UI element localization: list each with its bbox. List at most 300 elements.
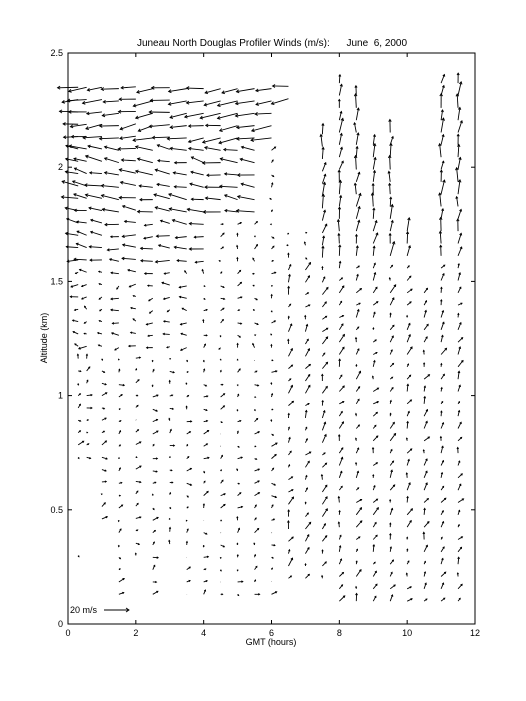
- wind-vector: [338, 497, 340, 503]
- wind-vector: [322, 550, 323, 554]
- wind-vector: [458, 557, 460, 564]
- wind-vector: [136, 491, 138, 494]
- wind-vector: [441, 461, 444, 466]
- wind-vector: [237, 517, 238, 520]
- wind-vector: [271, 568, 272, 570]
- wind-vector: [204, 396, 208, 398]
- wind-vector: [305, 452, 310, 455]
- wind-vector: [356, 561, 357, 564]
- wind-vector: [272, 557, 274, 558]
- wind-vector: [407, 497, 409, 503]
- wind-vector: [455, 168, 458, 182]
- x-tick-label: 6: [268, 628, 275, 638]
- wind-vector: [76, 243, 86, 247]
- wind-vector: [305, 439, 307, 443]
- wind-vector: [153, 419, 158, 421]
- wind-vector: [390, 461, 393, 465]
- wind-vector: [91, 219, 102, 223]
- wind-vector: [129, 345, 136, 347]
- wind-vector: [322, 236, 324, 245]
- wind-vector: [407, 302, 411, 305]
- wind-vector: [118, 110, 135, 113]
- wind-vector: [119, 569, 120, 570]
- wind-vector: [221, 406, 225, 409]
- wind-vector: [373, 436, 378, 441]
- wind-vector: [322, 386, 327, 393]
- wind-vector: [424, 375, 429, 379]
- wind-vector: [373, 158, 376, 170]
- wind-vector: [288, 265, 290, 270]
- wind-vector: [238, 282, 242, 286]
- wind-vector: [204, 471, 205, 473]
- wind-vector: [322, 576, 323, 579]
- wind-vector: [131, 332, 136, 334]
- wind-vector: [170, 482, 173, 483]
- wind-vector: [87, 444, 89, 445]
- wind-vector: [356, 425, 359, 428]
- wind-vector: [407, 289, 412, 293]
- wind-vector: [288, 316, 289, 319]
- wind-vector: [102, 208, 119, 212]
- wind-vector: [271, 210, 272, 212]
- wind-vector: [133, 295, 136, 296]
- wind-vector: [373, 144, 376, 157]
- wind-vector: [203, 210, 220, 213]
- wind-vector: [338, 234, 340, 244]
- wind-vector: [373, 535, 377, 539]
- wind-vector: [339, 572, 343, 576]
- wind-vector: [86, 124, 102, 129]
- wind-vector: [136, 357, 141, 359]
- wind-vector: [136, 146, 153, 151]
- wind-vector: [407, 449, 412, 453]
- wind-vector: [255, 458, 257, 459]
- wind-vector: [118, 147, 136, 150]
- wind-vector: [390, 137, 393, 145]
- wind-vector: [253, 258, 255, 261]
- wind-vector: [305, 364, 310, 368]
- wind-vector: [99, 271, 102, 272]
- wind-vector: [107, 249, 119, 251]
- wind-vector: [149, 298, 153, 300]
- wind-vector: [390, 221, 393, 232]
- wind-vector: [355, 338, 357, 343]
- wind-vector: [155, 260, 169, 263]
- wind-vector: [441, 446, 443, 453]
- wind-vector: [237, 409, 238, 410]
- x-tick-label: 10: [402, 628, 413, 638]
- wind-vector: [238, 310, 240, 311]
- wind-vector: [272, 519, 275, 520]
- wind-vector: [136, 456, 137, 457]
- wind-vector: [156, 235, 169, 238]
- wind-vector: [70, 124, 86, 128]
- wind-vector: [221, 286, 224, 288]
- wind-vector: [305, 461, 309, 467]
- wind-vector: [133, 101, 152, 107]
- wind-vector: [238, 581, 243, 583]
- wind-vector: [322, 224, 326, 233]
- y-tick-label: 0.5: [50, 504, 63, 515]
- wind-vector: [153, 508, 154, 510]
- wind-vector: [102, 383, 106, 385]
- wind-vector: [131, 307, 136, 309]
- wind-vector: [75, 344, 78, 346]
- wind-vector: [288, 253, 290, 257]
- wind-vector: [169, 208, 186, 212]
- y-tick-label: 1.5: [50, 276, 63, 287]
- wind-vector: [221, 504, 225, 508]
- wind-vector: [407, 411, 409, 416]
- wind-vector: [220, 126, 238, 132]
- wind-vector: [237, 570, 238, 571]
- wind-vector: [272, 237, 274, 239]
- wind-vector: [186, 360, 187, 361]
- wind-vector: [153, 557, 158, 559]
- wind-vector: [100, 137, 119, 140]
- wind-vector: [102, 113, 119, 116]
- wind-vector: [441, 511, 443, 515]
- wind-vector: [406, 573, 407, 576]
- wind-vector: [457, 448, 459, 454]
- wind-vector: [424, 324, 428, 329]
- wind-vector: [373, 571, 376, 576]
- y-axis-label: Altitude (km): [39, 312, 49, 364]
- wind-vector: [390, 143, 393, 157]
- wind-vector: [89, 207, 102, 211]
- wind-vector: [112, 322, 119, 324]
- wind-vector: [169, 540, 170, 544]
- wind-vector: [205, 146, 221, 150]
- wind-vector: [125, 220, 136, 222]
- wind-vector: [288, 414, 290, 418]
- wind-vector: [288, 477, 292, 480]
- wind-vector: [441, 209, 444, 219]
- wind-vector: [272, 175, 274, 177]
- wind-vector: [356, 289, 361, 293]
- wind-vector: [441, 558, 443, 564]
- wind-vector: [191, 157, 203, 163]
- wind-vector: [356, 521, 362, 527]
- wind-vector: [253, 285, 254, 286]
- wind-vector: [322, 362, 327, 368]
- wind-vector: [356, 499, 361, 502]
- wind-vector: [135, 553, 136, 555]
- wind-vector: [154, 194, 170, 199]
- wind-vector: [441, 411, 443, 416]
- wind-vector: [288, 349, 292, 357]
- wind-vector: [339, 535, 341, 539]
- wind-vector: [407, 384, 409, 391]
- wind-vector: [356, 399, 359, 404]
- wind-vector: [356, 387, 359, 392]
- wind-vector: [406, 232, 408, 244]
- wind-vector: [148, 285, 153, 287]
- wind-vector: [424, 397, 426, 404]
- wind-vector: [305, 476, 307, 480]
- wind-vector: [187, 457, 189, 459]
- wind-vector: [373, 340, 376, 342]
- wind-vector: [152, 385, 153, 387]
- wind-vector: [356, 207, 360, 219]
- wind-vector: [288, 550, 289, 554]
- wind-vector: [255, 593, 260, 595]
- wind-vector: [74, 194, 87, 199]
- wind-vector: [322, 210, 325, 220]
- wind-vector: [423, 350, 425, 354]
- wind-vector: [339, 278, 342, 281]
- wind-vector: [255, 371, 257, 372]
- wind-vector: [102, 457, 107, 459]
- wind-vector: [322, 163, 326, 172]
- wind-vector: [272, 160, 274, 163]
- wind-vector: [407, 561, 409, 564]
- wind-vector: [322, 497, 327, 504]
- wind-vector: [187, 483, 192, 485]
- wind-vector: [255, 385, 259, 386]
- wind-vector: [255, 493, 260, 496]
- wind-vector: [272, 147, 276, 150]
- wind-vector: [205, 197, 220, 200]
- wind-vector: [169, 493, 170, 495]
- wind-vector: [272, 468, 274, 471]
- wind-vector: [254, 555, 255, 558]
- wind-vector: [64, 136, 79, 139]
- wind-vector: [305, 502, 306, 504]
- wind-vector: [170, 445, 175, 447]
- wind-vector: [74, 209, 86, 212]
- wind-vector: [356, 133, 359, 145]
- wind-vector: [272, 454, 277, 458]
- wind-vector: [170, 429, 172, 433]
- wind-vector: [441, 583, 444, 589]
- wind-vector: [136, 466, 141, 469]
- wind-vector: [221, 594, 223, 595]
- wind-vector: [238, 222, 242, 224]
- wind-vector: [356, 570, 361, 577]
- wind-vector: [219, 348, 221, 350]
- wind-vector: [117, 286, 119, 289]
- wind-vector: [458, 314, 460, 318]
- wind-vector: [86, 432, 87, 433]
- wind-vector: [87, 407, 92, 409]
- wind-vector: [204, 556, 209, 558]
- wind-vector: [87, 367, 90, 371]
- wind-vector: [136, 517, 141, 519]
- wind-vector: [389, 119, 392, 132]
- wind-vector: [136, 113, 153, 119]
- wind-vector: [272, 496, 277, 498]
- wind-vector: [441, 537, 442, 539]
- wind-vector: [88, 145, 102, 149]
- wind-vector: [100, 124, 119, 127]
- wind-vector: [119, 505, 123, 508]
- wind-vector: [389, 500, 390, 503]
- wind-vector: [204, 335, 207, 336]
- wind-vector: [441, 274, 444, 281]
- wind-vector: [221, 494, 226, 496]
- wind-vector: [204, 285, 205, 286]
- wind-vector: [256, 89, 272, 92]
- wind-vector: [356, 537, 360, 540]
- wind-vector: [147, 347, 153, 349]
- wind-vector: [390, 350, 392, 355]
- wind-vector: [373, 246, 375, 256]
- wind-vector: [356, 448, 359, 453]
- wind-vector: [390, 285, 395, 293]
- wind-vector: [288, 576, 291, 578]
- wind-vector: [356, 147, 358, 158]
- wind-vector: [389, 278, 390, 281]
- wind-vector: [272, 545, 275, 546]
- wind-vector: [136, 442, 141, 445]
- wind-vector: [288, 401, 293, 405]
- wind-vector: [288, 287, 290, 295]
- wind-vector: [390, 508, 393, 514]
- wind-vector: [456, 94, 459, 108]
- wind-vector: [153, 444, 154, 446]
- wind-vector: [356, 593, 358, 601]
- wind-vector: [254, 409, 255, 410]
- wind-vector: [373, 233, 378, 243]
- wind-vector: [238, 457, 243, 459]
- wind-vector: [373, 401, 378, 403]
- wind-vector: [221, 480, 223, 483]
- wind-vector: [356, 508, 361, 515]
- wind-vector: [218, 101, 238, 107]
- wind-vector: [169, 457, 170, 458]
- wind-vector: [322, 277, 325, 282]
- wind-vector: [322, 124, 324, 135]
- wind-vector: [441, 486, 444, 490]
- wind-vector: [373, 287, 377, 293]
- wind-vector: [78, 370, 81, 371]
- x-axis: [65, 53, 480, 638]
- wind-vector: [424, 421, 427, 428]
- wind-vector: [288, 427, 289, 430]
- wind-vector: [407, 587, 411, 589]
- wind-vector: [238, 270, 241, 273]
- wind-vector: [218, 113, 238, 119]
- wind-vector: [119, 579, 124, 582]
- wind-vector: [272, 260, 274, 261]
- wind-vector: [169, 359, 170, 360]
- wind-vector: [138, 158, 153, 163]
- wind-vector: [102, 371, 105, 373]
- wind-vector: [118, 520, 119, 521]
- wind-vector: [255, 222, 258, 225]
- wind-vector: [305, 522, 310, 529]
- wind-vector: [204, 481, 205, 483]
- wind-vector: [440, 94, 443, 108]
- wind-vector: [356, 365, 357, 367]
- wind-vector: [322, 536, 326, 542]
- wind-vector: [164, 273, 169, 275]
- wind-vector: [255, 396, 256, 397]
- wind-vector: [424, 483, 427, 490]
- wind-vector: [288, 465, 289, 468]
- wind-vector: [144, 237, 153, 240]
- wind-vector: [322, 182, 325, 196]
- wind-vector: [136, 405, 138, 407]
- wind-vector: [150, 311, 153, 313]
- wind-vector: [115, 348, 119, 350]
- wind-vector: [441, 547, 444, 552]
- wind-vector: [390, 401, 391, 404]
- wind-vector: [189, 248, 203, 251]
- wind-vector: [138, 210, 153, 213]
- wind-vector: [87, 420, 89, 421]
- wind-vector: [458, 499, 464, 503]
- wind-vector: [153, 581, 157, 582]
- wind-vector: [204, 580, 207, 582]
- wind-vector: [225, 173, 238, 176]
- wind-vector: [136, 430, 139, 432]
- wind-vector: [288, 510, 290, 517]
- wind-vector: [102, 481, 106, 483]
- wind-vector: [237, 344, 239, 348]
- y-tick-label: 2: [57, 162, 63, 173]
- plot-frame: [68, 53, 475, 624]
- wind-vector: [205, 89, 221, 94]
- wind-vector: [237, 359, 238, 360]
- wind-vector: [322, 422, 325, 430]
- wind-vector: [238, 323, 242, 325]
- wind-vector: [103, 100, 119, 103]
- wind-vector: [148, 335, 153, 337]
- wind-vector: [390, 595, 393, 601]
- wind-vector: [85, 184, 102, 187]
- wind-vector: [87, 87, 102, 91]
- wind-vector: [83, 100, 102, 105]
- wind-vector: [356, 488, 358, 490]
- wind-vector: [204, 309, 207, 310]
- wind-vector: [78, 420, 80, 421]
- wind-vector: [288, 365, 292, 369]
- wind-vector: [238, 335, 241, 337]
- wind-vector: [440, 437, 442, 441]
- wind-vector: [187, 395, 189, 397]
- wind-vector: [271, 224, 272, 225]
- wind-vector: [441, 402, 443, 404]
- wind-vector: [152, 86, 170, 89]
- wind-vector: [373, 584, 377, 589]
- wind-vector: [71, 285, 78, 288]
- wind-vector: [155, 207, 170, 212]
- wind-vector: [458, 303, 462, 305]
- wind-vector: [305, 385, 310, 393]
- wind-vector: [169, 193, 187, 199]
- wind-vector: [219, 138, 238, 144]
- wind-vector: [251, 138, 271, 142]
- wind-vector: [372, 376, 373, 379]
- wind-vector: [440, 245, 442, 255]
- wind-vector: [185, 271, 187, 274]
- wind-vector: [356, 303, 360, 305]
- wind-vector: [255, 112, 271, 115]
- wind-vector: [203, 504, 205, 508]
- wind-vector: [152, 494, 153, 495]
- wind-vector: [203, 161, 221, 164]
- wind-vector: [136, 380, 139, 383]
- wind-vector: [322, 485, 326, 492]
- wind-vector: [187, 421, 192, 423]
- wind-vector: [458, 323, 461, 330]
- wind-vector: [457, 134, 459, 144]
- wind-vector: [288, 558, 292, 566]
- wind-vector: [191, 171, 204, 175]
- wind-vector: [78, 441, 84, 445]
